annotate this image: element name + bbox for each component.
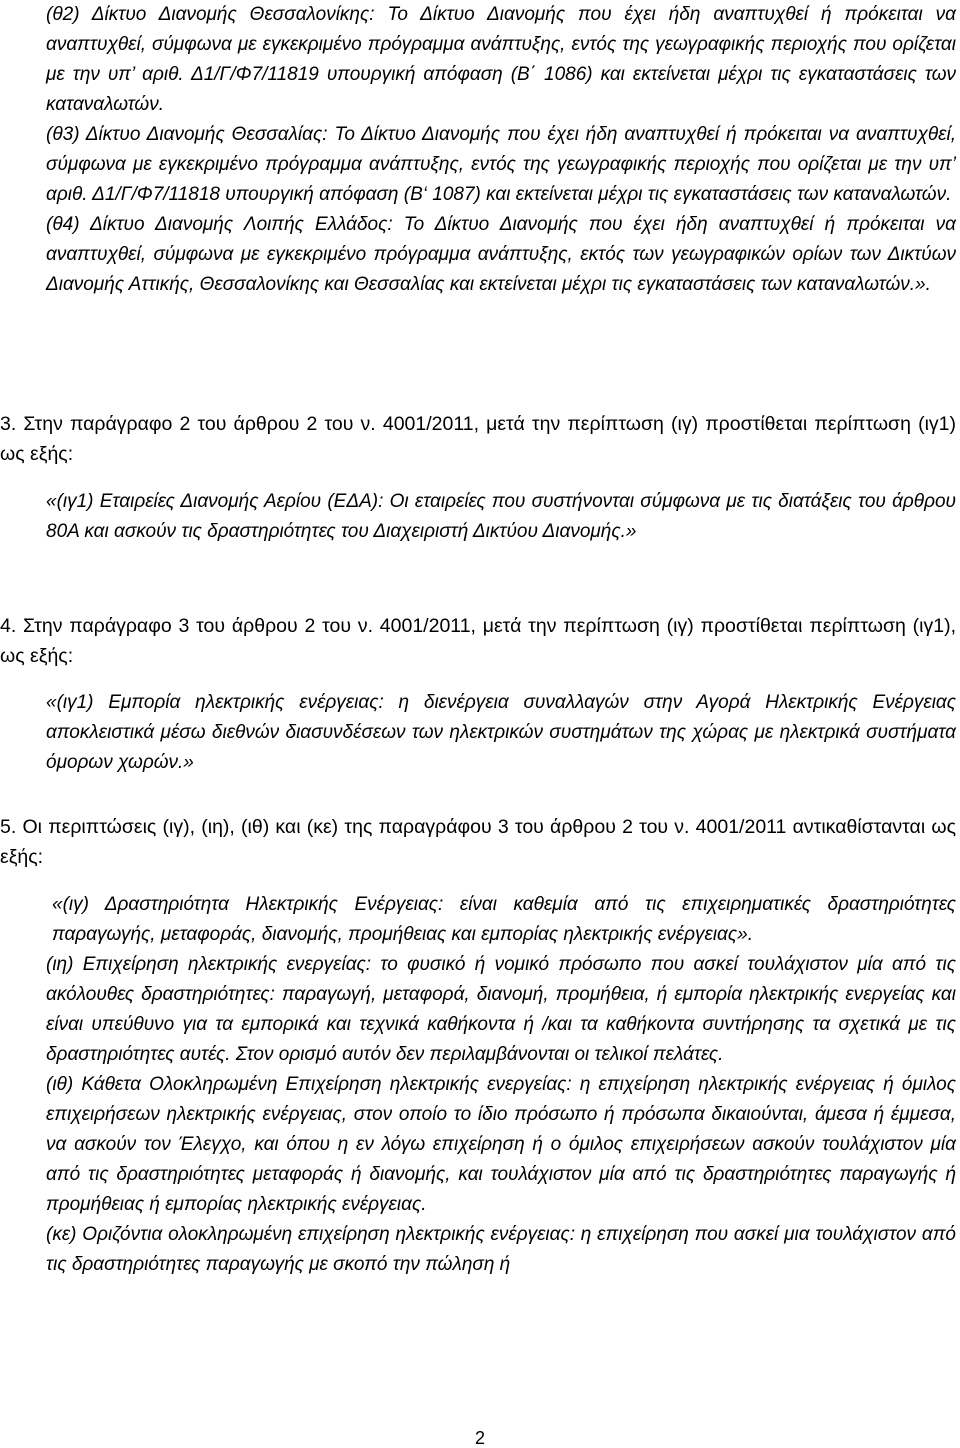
quote-item-4 (46, 688, 956, 778)
quote-4-text: «(ιγ1) Εμπορία ηλεκτρικής ενέργειας: η διενέργεια συναλλαγών στην Αγορά Ηλεκτρικής Ενέργειας αποκλειστικά μέσω διεθνών διασυνδέσεων των ηλεκτρικών συστημάτων της χώρας με ηλεκτρικά συστήματα όμορων χωρών.» (46, 692, 956, 773)
item-5 (0, 812, 956, 872)
quote-item-3 (46, 487, 956, 547)
definition-ig: «(ιγ) Δραστηριότητα Ηλεκτρικής Ενέργειας: είναι καθεμία από τις επιχειρηματικές δραστηριότητες παραγωγής, μεταφοράς, διανομής, προμήθειας και εμπορίας ηλεκτρικής ενέργειας». (52, 894, 956, 945)
paragraph-theta3: (θ3) Δίκτυο Διανομής Θεσσαλίας: Το Δίκτυο Διανομής που έχει ήδη αναπτυχθεί ή πρόκειται να αναπτυχθεί, σύμφωνα με εγκεκριμένο πρόγραμμα ανάπτυξης, εντός της γεωγραφικής περιοχής που ορίζεται με την υπ’ αριθ. Δ1/Γ/Φ7/11818 υπουργική απόφαση (Β‘ 1087) και εκτείνεται μέχρι τις εγκαταστάσεις των καταναλωτών. (46, 124, 956, 205)
paragraph-theta4: (θ4) Δίκτυο Διανομής Λοιπής Ελλάδος: Το Δίκτυο Διανομής που έχει ήδη αναπτυχθεί ή πρόκειται να αναπτυχθεί, σύμφωνα με εγκεκριμένο πρόγραμμα ανάπτυξης, εκτός των γεωγραφικών ορίων των Δικτύων Διανομής Αττικής, Θεσσαλονίκης και Θεσσαλίας και εκτείνεται μέχρι τις εγκαταστάσεις των καταναλωτών.». (46, 214, 956, 295)
page-number: 2 (474, 1428, 485, 1448)
item-3-text: 3. Στην παράγραφο 2 του άρθρου 2 του ν. 4001/2011, μετά την περίπτωση (ιγ) προστίθεται περίπτωση (ιγ1) ως εξής: (0, 413, 956, 465)
item-5-text: 5. Οι περιπτώσεις (ιγ), (ιη), (ιθ) και (κε) της παραγράφου 3 του άρθρου 2 του ν. 4001/2011 αντικαθίστανται ως εξής: (0, 816, 956, 868)
item-4-text: 4. Στην παράγραφο 3 του άρθρου 2 του ν. 4001/2011, μετά την περίπτωση (ιγ) προστίθεται περίπτωση (ιγ1), ως εξής: (0, 615, 956, 667)
definitions-item-5 (46, 890, 956, 1280)
definition-ith: (ιθ) Κάθετα Ολοκληρωμένη Επιχείρηση ηλεκτρικής ενεργείας: η επιχείρηση ηλεκτρικής ενέργειας ή όμιλος επιχειρήσεων ηλεκτρικής ενέργειας, στον οποίο το ίδιο πρόσωπο ή πρόσωπα δικαιούνται, άμεσα ή έμμεσα, να ασκούν τον Έλεγχο, και όπου η εν λόγω επιχείρηση ή ο όμιλος επιχειρήσεων ασκούν τουλάχιστον μία από τις δραστηριότητες μεταφοράς ή διανομής, και τουλάχιστον μία από τις δραστηριότητες παραγωγής ή προμήθειας ή εμπορίας ηλεκτρικής ενέργειας. (46, 1074, 956, 1215)
quote-3-text: «(ιγ1) Εταιρείες Διανομής Αερίου (ΕΔΑ): Οι εταιρείες που συστήνονται σύμφωνα με τις διατάξεις του άρθρου 80Α και ασκούν τις δραστηριότητες του Διαχειριστή Δικτύου Διανομής.» (46, 491, 956, 542)
definitions-theta-block (46, 0, 956, 300)
definition-ke: (κε) Οριζόντια ολοκληρωμένη επιχείρηση ηλεκτρικής ενέργειας: η επιχείρηση που ασκεί μια τουλάχιστον από τις δραστηριότητες παραγωγής με σκοπό την πώληση ή (46, 1224, 956, 1275)
definition-ih: (ιη) Επιχείρηση ηλεκτρικής ενεργείας: το φυσικό ή νομικό πρόσωπο που ασκεί τουλάχιστον μία από τις ακόλουθες δραστηριότητες: παραγωγή, μεταφορά, διανομή, προμήθεια, ή εμπορία ηλεκτρικής ενεργείας και είναι υπεύθυνο για τα εμπορικά και τεχνικά καθήκοντα ή /και τα καθήκοντα συντήρησης τα σχετικά με τις δραστηριότητες αυτές. Στον ορισμό αυτόν δεν περιλαμβάνονται οι τελικοί πελάτες. (46, 954, 956, 1065)
item-4 (0, 611, 956, 671)
paragraph-theta2: (θ2) Δίκτυο Διανομής Θεσσαλονίκης: Το Δίκτυο Διανομής που έχει ήδη αναπτυχθεί ή πρόκειται να αναπτυχθεί, σύμφωνα με εγκεκριμένο πρόγραμμα ανάπτυξης, εντός της γεωγραφικής περιοχής που ορίζεται με την υπ’ αριθ. Δ1/Γ/Φ7/11819 υπουργική απόφαση (Β΄ 1086) και εκτείνεται μέχρι τις εγκαταστάσεις των καταναλωτών. (46, 4, 956, 115)
item-3 (0, 409, 956, 469)
